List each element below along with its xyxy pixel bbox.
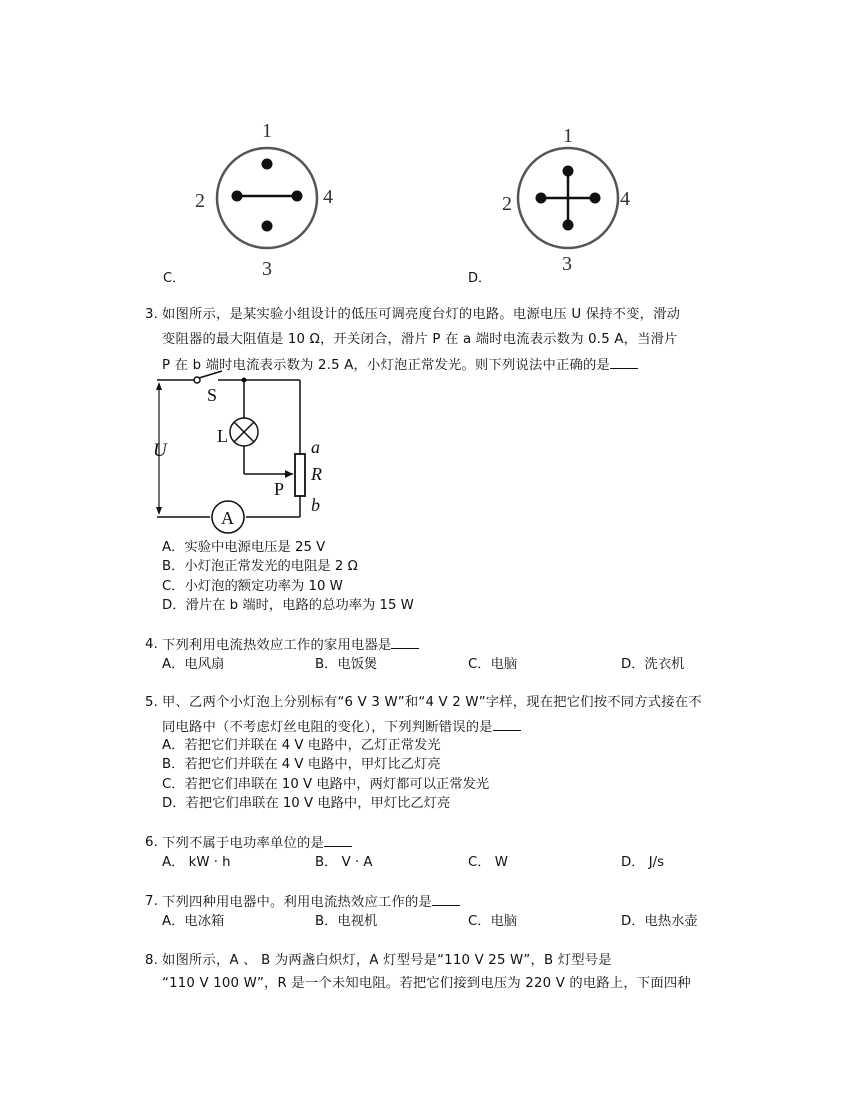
q3-stem-line1: 如图所示，是某实验小组设计的低压可调亮度台灯的电路。电源电压 U 保持不变，滑动: [162, 307, 681, 322]
q7-option-a[interactable]: A．电冰箱: [162, 914, 225, 929]
slider-label: P: [274, 479, 285, 499]
terminal-b-label: b: [311, 495, 320, 515]
option-c-label[interactable]: C．: [163, 271, 186, 286]
lamp-label: L: [217, 426, 228, 446]
answer-blank[interactable]: [610, 354, 638, 369]
q3-option-c[interactable]: C．小灯泡的额定功率为 10 W: [162, 579, 343, 594]
option-d-label[interactable]: D．: [468, 271, 492, 286]
switch-label: S: [207, 385, 218, 405]
q8-stem-line2: “110 V 100 W”，R 是一个未知电阻。若把它们接到电压为 220 V 的电路上，下面四种: [162, 976, 691, 991]
q3-option-d[interactable]: D．滑片在 b 端时，电路的总功率为 15 W: [162, 598, 414, 613]
q4-option-d[interactable]: D．洗衣机: [621, 657, 685, 672]
q3-number: 3.: [145, 307, 159, 322]
q6-option-a[interactable]: A． kW · h: [162, 855, 231, 870]
q6-option-b[interactable]: B． V · A: [315, 855, 373, 870]
q8-stem-line1: 如图所示，A 、 B 为两盏白炽灯，A 灯型号是“110 V 25 W”，B 灯型号是: [162, 953, 612, 968]
q7-option-d[interactable]: D．电热水壶: [621, 914, 698, 929]
answer-blank[interactable]: [324, 832, 352, 847]
figure-d-socket: [490, 120, 650, 280]
pin-label-3: 3: [262, 258, 272, 280]
q7-number: 7.: [145, 894, 159, 909]
pin-label-1: 1: [563, 125, 573, 147]
pin-label-4: 4: [323, 186, 333, 208]
q5-stem-line2: 同电路中（不考虑灯丝电阻的变化），下列判断错误的是: [162, 716, 521, 739]
pin-label-3: 3: [562, 253, 572, 275]
q7-option-c[interactable]: C．电脑: [468, 914, 518, 929]
answer-blank[interactable]: [432, 891, 460, 906]
pin-label-1: 1: [262, 120, 272, 142]
pin-label-2: 2: [502, 193, 512, 215]
q3-stem-line3: P 在 b 端时电流表示数为 2.5 A，小灯泡正常发光。则下列说法中正确的是: [162, 354, 638, 377]
q3-option-b[interactable]: B．小灯泡正常发光的电阻是 2 Ω: [162, 559, 358, 574]
q3-option-a[interactable]: A．实验中电源电压是 25 V: [162, 540, 326, 555]
answer-blank[interactable]: [391, 634, 419, 649]
q5-number: 5.: [145, 695, 159, 710]
q7-stem: 下列四种用电器中。利用电流热效应工作的是: [162, 891, 460, 914]
q3-stem-line2: 变阻器的最大阻值是 10 Ω，开关闭合，滑片 P 在 a 端时电流表示数为 0.5 A，当滑片: [162, 332, 678, 347]
q8-number: 8.: [145, 953, 159, 968]
q6-option-c[interactable]: C． W: [468, 855, 508, 870]
q6-option-d[interactable]: D． J/s: [621, 855, 665, 870]
q4-option-a[interactable]: A．电风扇: [162, 657, 225, 672]
q4-option-b[interactable]: B．电饭煲: [315, 657, 378, 672]
q3-circuit-diagram: [148, 370, 348, 540]
q5-option-a[interactable]: A．若把它们并联在 4 V 电路中，乙灯正常发光: [162, 738, 441, 753]
q5-option-b[interactable]: B．若把它们并联在 4 V 电路中，甲灯比乙灯亮: [162, 757, 441, 772]
q5-stem-line1: 甲、乙两个小灯泡上分别标有“6 V 3 W”和“4 V 2 W”字样，现在把它们按不同方式接在不: [162, 695, 702, 710]
q4-stem: 下列利用电流热效应工作的家用电器是: [162, 634, 419, 657]
q6-stem: 下列不属于电功率单位的是: [162, 832, 352, 855]
q7-option-b[interactable]: B．电视机: [315, 914, 378, 929]
figure-c-socket: [185, 115, 345, 280]
rheostat-label: R: [311, 464, 322, 484]
pin-label-2: 2: [195, 190, 205, 212]
q5-option-c[interactable]: C．若把它们串联在 10 V 电路中，两灯都可以正常发光: [162, 777, 490, 792]
voltage-label: U: [153, 440, 167, 461]
q5-option-d[interactable]: D．若把它们串联在 10 V 电路中，甲灯比乙灯亮: [162, 796, 451, 811]
q4-number: 4.: [145, 637, 159, 652]
pin-label-4: 4: [620, 188, 630, 210]
terminal-a-label: a: [311, 437, 320, 457]
answer-blank[interactable]: [493, 716, 521, 731]
q4-option-c[interactable]: C．电脑: [468, 657, 518, 672]
ammeter-label: A: [221, 508, 234, 528]
q6-number: 6.: [145, 835, 159, 850]
